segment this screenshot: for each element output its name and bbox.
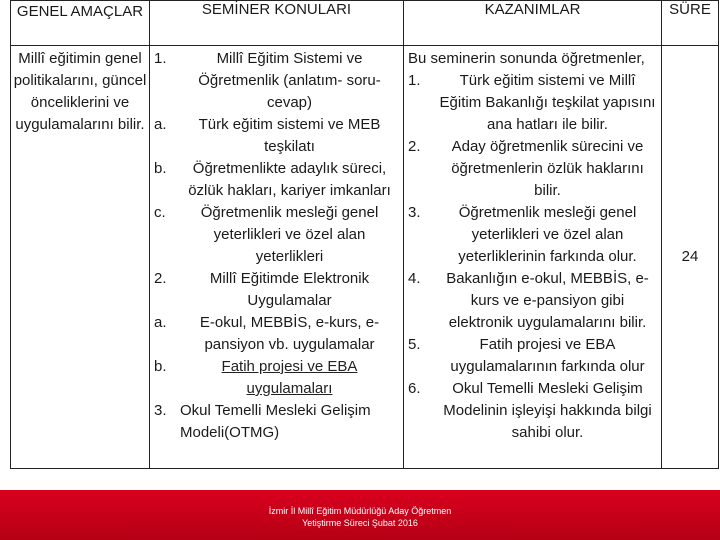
topic-marker: b. [154, 160, 167, 177]
outcomes-list [408, 70, 657, 444]
outcome-text: Bakanlığın e-okul, MEBBİS, e-kurs ve e-pansiyon gibi elektronik uygulamalarını bilir. [446, 270, 649, 331]
topic-text: Öğretmenlikte adaylık süreci, özlük hakları, kariyer imkanları [188, 160, 391, 199]
outcome-text: Öğretmenlik mesleği genel yeterlikleri ve özel alan yeterliklerinin farkında olur. [458, 204, 637, 265]
topic-item [154, 202, 399, 268]
topic-item [154, 400, 399, 444]
outcome-item [408, 378, 657, 444]
duration-cell: 24 [662, 46, 719, 469]
topic-text: E-okul, MEBBİS, e-kurs, e-pansiyon vb. uygulamalar [199, 314, 380, 353]
topic-marker: 3. [154, 402, 167, 419]
topic-item [154, 114, 399, 158]
outcome-item [408, 334, 657, 378]
footer-line-2: Yetiştirme Süreci Şubat 2016 [302, 518, 418, 528]
header-topics: SEMİNER KONULARI [150, 1, 404, 46]
footer-text [0, 505, 720, 529]
outcome-text: Türk eğitim sistemi ve Millî Eğitim Bakanlığı teşkilat yapısını ana hatları ile bilir. [439, 72, 656, 133]
topic-marker: a. [154, 314, 167, 331]
footer-line-1: İzmir İl Millî Eğitim Müdürlüğü Aday Öğretmen [268, 506, 452, 516]
outcome-marker: 3. [408, 204, 421, 221]
topic-marker: a. [154, 116, 167, 133]
topic-item [154, 268, 399, 312]
topic-marker: c. [154, 204, 166, 221]
topic-text: Okul Temelli Mesleki Gelişim Modeli(OTMG) [180, 402, 371, 441]
seminar-table [10, 0, 719, 469]
topic-item [154, 356, 399, 400]
topic-item [154, 312, 399, 356]
outcome-text: Aday öğretmenlik sürecini ve öğretmenlerin özlük haklarını bilir. [451, 138, 644, 199]
outcome-text: Okul Temelli Mesleki Gelişim Modelinin işleyişi hakkında bilgi sahibi olur. [443, 380, 652, 441]
header-goals: GENEL AMAÇLAR [11, 1, 150, 46]
topic-item [154, 48, 399, 114]
topics-cell [150, 46, 404, 469]
outcome-marker: 2. [408, 138, 421, 155]
topic-link-fatih-eba[interactable]: Fatih projesi ve EBA uygulamaları [221, 358, 358, 397]
outcomes-cell [404, 46, 662, 469]
outcome-marker: 1. [408, 72, 421, 89]
topic-item [154, 158, 399, 202]
outcomes-intro: Bu seminerin sonunda öğretmenler, [408, 50, 645, 67]
topic-text: Türk eğitim sistemi ve MEB teşkilatı [198, 116, 381, 155]
outcome-marker: 4. [408, 270, 421, 287]
header-duration: SÜRE [662, 1, 719, 46]
topic-text: Millî Eğitim Sistemi ve Öğretmenlik (anlatım- soru-cevap) [198, 50, 381, 111]
topic-marker: 1. [154, 50, 167, 67]
outcome-item [408, 70, 657, 136]
footer-bar [0, 490, 720, 540]
outcome-marker: 5. [408, 336, 421, 353]
topic-marker: 2. [154, 270, 167, 287]
topic-marker: b. [154, 358, 167, 375]
header-outcomes: KAZANIMLAR [404, 1, 662, 46]
outcome-item [408, 136, 657, 202]
goals-cell: Millî eğitimin genel politikalarını, güncel önceliklerini ve uygulamalarını bilir. [11, 46, 150, 469]
outcome-item [408, 268, 657, 334]
topic-text: Öğretmenlik mesleği genel yeterlikleri ve özel alan yeterlikleri [200, 204, 379, 265]
topic-text: Millî Eğitimde Elektronik Uygulamalar [209, 270, 370, 309]
topics-list [154, 48, 399, 444]
outcome-marker: 6. [408, 380, 421, 397]
outcome-text: Fatih projesi ve EBA uygulamalarının farkında olur [450, 336, 645, 375]
outcome-item [408, 202, 657, 268]
